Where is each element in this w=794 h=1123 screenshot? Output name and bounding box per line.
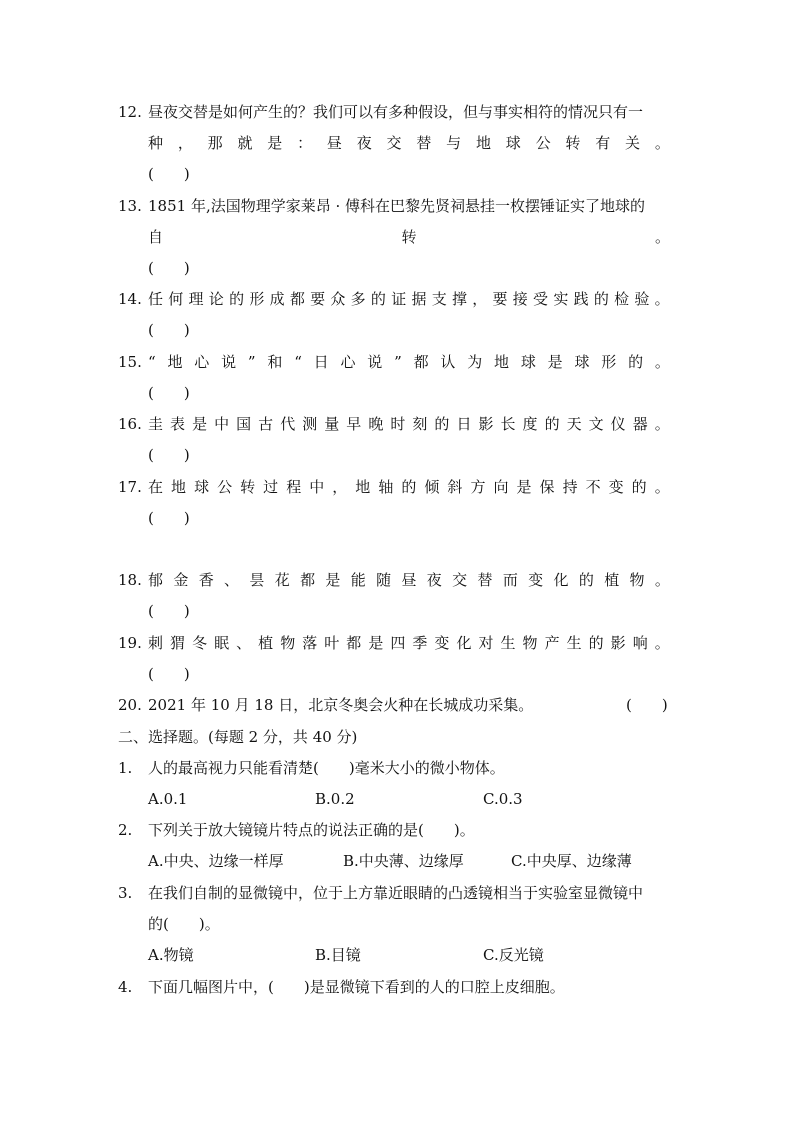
text-char: 是 <box>547 353 563 371</box>
text-char: 的 <box>588 634 604 652</box>
text-char: 不 <box>585 478 601 496</box>
text-char: 。 <box>654 290 670 308</box>
spread-text <box>148 568 670 592</box>
text-char: 能 <box>350 571 366 589</box>
text-char: 就 <box>237 134 253 152</box>
text-char: 地 <box>171 478 187 496</box>
text-char: 金 <box>173 571 189 589</box>
text-char: 的 <box>544 415 560 433</box>
question-number: 2. <box>118 821 133 839</box>
text-char: 昼 <box>401 571 417 589</box>
answer-parentheses[interactable]: ( ) <box>148 165 190 183</box>
text-char: 公 <box>535 134 551 152</box>
text-char: 日 <box>456 415 472 433</box>
spread-text <box>148 412 670 436</box>
text-char: 昼 <box>326 134 342 152</box>
spread-text <box>148 350 670 374</box>
text-char: 心 <box>340 353 356 371</box>
question-number: 18. <box>118 571 142 589</box>
answer-parentheses[interactable]: ( ) <box>148 384 190 402</box>
text-char: 那 <box>207 134 223 152</box>
text-char: 据 <box>411 290 427 308</box>
text-char: 在 <box>148 478 164 496</box>
text-char: 地 <box>494 353 510 371</box>
option-c[interactable]: C.0.3 <box>483 790 523 808</box>
question-text-continued: 的( )。 <box>148 915 220 933</box>
text-char: 四 <box>390 634 406 652</box>
text-char: 受 <box>533 290 549 308</box>
text-char: 都 <box>300 571 316 589</box>
text-char: 刺 <box>148 634 164 652</box>
text-char: 交 <box>452 571 468 589</box>
question-number: 1. <box>118 759 133 777</box>
text-char: 要 <box>492 290 508 308</box>
text-char: 转 <box>240 478 256 496</box>
text-char: 。 <box>654 228 670 246</box>
text-char: 轴 <box>378 478 394 496</box>
text-char: 都 <box>413 353 429 371</box>
text-char: 持 <box>562 478 578 496</box>
question-number: 4. <box>118 978 133 996</box>
question-text: 人的最高视力只能看清楚( )毫米大小的微小物体。 <box>148 759 505 777</box>
text-char: 物 <box>522 634 538 652</box>
text-char: 形 <box>249 290 265 308</box>
text-char: 中 <box>214 415 230 433</box>
text-char: 众 <box>330 290 346 308</box>
text-char: 叶 <box>324 634 340 652</box>
text-char: 种 <box>148 134 164 152</box>
question-number: 15. <box>118 353 142 371</box>
text-char: 产 <box>544 634 560 652</box>
question-number: 13. <box>118 197 142 215</box>
text-char: 实 <box>553 290 569 308</box>
text-char: 化 <box>456 634 472 652</box>
text-char: 日 <box>313 353 329 371</box>
text-char: ” <box>247 353 256 371</box>
text-char: 公 <box>217 478 233 496</box>
text-char: 昙 <box>249 571 265 589</box>
text-char: 说 <box>221 353 237 371</box>
answer-parentheses[interactable]: ( ) <box>148 321 190 339</box>
option-a[interactable]: A.物镜 <box>148 946 194 964</box>
text-char: 的 <box>593 290 609 308</box>
text-char: 香 <box>198 571 214 589</box>
text-char: 天 <box>566 415 582 433</box>
text-char: 是 <box>325 571 341 589</box>
text-char: 倾 <box>424 478 440 496</box>
text-char: 的 <box>434 415 450 433</box>
text-char: 自 <box>148 228 164 246</box>
text-char: 物 <box>280 634 296 652</box>
answer-parentheses[interactable]: ( ) <box>148 602 190 620</box>
text-char: 花 <box>274 571 290 589</box>
text-char: 随 <box>376 571 392 589</box>
text-char: 刻 <box>412 415 428 433</box>
question-text: 下面几幅图片中，( )是显微镜下看到的人的口腔上皮细胞。 <box>148 978 565 996</box>
answer-parentheses[interactable]: ( ) <box>148 665 190 683</box>
text-char: 心 <box>194 353 210 371</box>
text-char: 是 <box>192 415 208 433</box>
text-char: 是 <box>516 478 532 496</box>
text-char: 验 <box>634 290 650 308</box>
question-text: 下列关于放大镜镜片特点的说法正确的是( )。 <box>148 821 475 839</box>
text-char: 方 <box>470 478 486 496</box>
answer-parentheses[interactable]: ( ) <box>148 446 190 464</box>
text-char: 对 <box>478 634 494 652</box>
text-char: 夜 <box>426 571 442 589</box>
text-char: 说 <box>367 353 383 371</box>
text-char: 。 <box>654 571 670 589</box>
text-char: 接 <box>512 290 528 308</box>
option-a[interactable]: A.0.1 <box>148 790 188 808</box>
text-char: 物 <box>629 571 645 589</box>
text-char: 影 <box>478 415 494 433</box>
text-char: 替 <box>477 571 493 589</box>
text-char: 球 <box>505 134 521 152</box>
text-char: 多 <box>350 290 366 308</box>
text-char: 器 <box>632 415 648 433</box>
question-number: 12. <box>118 103 142 121</box>
text-char: 任 <box>148 290 164 308</box>
text-char: 的 <box>370 290 386 308</box>
text-char: 的 <box>631 478 647 496</box>
text-char: 植 <box>604 571 620 589</box>
text-char: 。 <box>654 415 670 433</box>
text-char: 季 <box>412 634 428 652</box>
text-char: 成 <box>269 290 285 308</box>
question-number: 19. <box>118 634 142 652</box>
spread-text <box>148 475 670 499</box>
text-char: 和 <box>267 353 283 371</box>
option-b[interactable]: B.中央薄、边缘厚 <box>343 852 464 870</box>
text-char: 。 <box>654 134 670 152</box>
text-char: 变 <box>434 634 450 652</box>
text-char: 。 <box>654 478 670 496</box>
text-char: 冬 <box>192 634 208 652</box>
text-char: 表 <box>170 415 186 433</box>
text-char: 文 <box>588 415 604 433</box>
text-char: 要 <box>310 290 326 308</box>
text-char: 而 <box>502 571 518 589</box>
question-text: 2021 年 10 月 18 日，北京冬奥会火种在长城成功采集。 <box>148 696 534 714</box>
text-char: 与 <box>446 134 462 152</box>
option-b[interactable]: B.目镜 <box>315 946 361 964</box>
text-char: 关 <box>625 134 641 152</box>
spread-text <box>148 631 670 655</box>
text-char: “ <box>294 353 302 371</box>
text-char: 球 <box>520 353 536 371</box>
text-char: 落 <box>302 634 318 652</box>
question-number: 14. <box>118 290 142 308</box>
text-char: 何 <box>168 290 184 308</box>
text-char: 度 <box>522 415 538 433</box>
text-char: 眠 <box>214 634 230 652</box>
text-char: 是 <box>368 634 384 652</box>
text-char: 论 <box>208 290 224 308</box>
text-char: 圭 <box>148 415 164 433</box>
text-char: 早 <box>346 415 362 433</box>
text-char: 为 <box>467 353 483 371</box>
text-char: 支 <box>431 290 447 308</box>
answer-parentheses[interactable]: ( ) <box>626 696 668 714</box>
text-char: ， <box>472 290 488 308</box>
text-char: 是 <box>267 134 283 152</box>
text-char: 的 <box>628 353 644 371</box>
text-char: 都 <box>289 290 305 308</box>
question-text: 在我们自制的显微镜中，位于上方靠近眼睛的凸透镜相当于实验室显微镜中 <box>148 884 644 902</box>
text-char: 形 <box>601 353 617 371</box>
option-c[interactable]: C.中央厚、边缘薄 <box>511 852 632 870</box>
text-char: 球 <box>574 353 590 371</box>
text-char: 中 <box>309 478 325 496</box>
text-char: 猬 <box>170 634 186 652</box>
spread-text <box>148 225 670 249</box>
option-b[interactable]: B.0.2 <box>315 790 355 808</box>
spread-text <box>148 287 670 311</box>
text-char: 国 <box>236 415 252 433</box>
text-char: 、 <box>224 571 240 589</box>
text-char: 转 <box>401 228 417 246</box>
answer-parentheses[interactable]: ( ) <box>148 259 190 277</box>
text-char: 地 <box>475 134 491 152</box>
text-char: 。 <box>654 634 670 652</box>
text-char: 影 <box>610 634 626 652</box>
text-char: 变 <box>528 571 544 589</box>
text-char: 仪 <box>610 415 626 433</box>
text-char: 理 <box>188 290 204 308</box>
text-char: 化 <box>553 571 569 589</box>
text-char: 都 <box>346 634 362 652</box>
text-char: 生 <box>566 634 582 652</box>
text-char: 代 <box>280 415 296 433</box>
text-char: 践 <box>573 290 589 308</box>
text-char: 、 <box>236 634 252 652</box>
question-number: 3. <box>118 884 133 902</box>
text-char: 球 <box>194 478 210 496</box>
question-text: 昼夜交替是如何产生的？我们可以有多种假设，但与事实相符的情况只有一 <box>148 103 644 121</box>
text-char: ： <box>297 134 313 152</box>
text-char: ， <box>332 478 348 496</box>
option-a[interactable]: A.中央、边缘一样厚 <box>148 852 284 870</box>
section-title: 二、选择题。(每题 2 分，共 40 分) <box>118 728 358 746</box>
text-char: 的 <box>578 571 594 589</box>
text-char: ” <box>394 353 402 371</box>
text-char: 认 <box>440 353 456 371</box>
text-char: 的 <box>401 478 417 496</box>
text-char: 时 <box>390 415 406 433</box>
text-char: 有 <box>595 134 611 152</box>
text-char: 地 <box>167 353 183 371</box>
text-char: 撑 <box>451 290 467 308</box>
text-char: 程 <box>286 478 302 496</box>
text-char: 古 <box>258 415 274 433</box>
text-char: 的 <box>229 290 245 308</box>
text-char: 证 <box>391 290 407 308</box>
text-char: 。 <box>654 353 670 371</box>
text-char: 检 <box>614 290 630 308</box>
text-char: ， <box>177 134 193 152</box>
question-number: 20. <box>118 696 142 714</box>
text-char: 量 <box>324 415 340 433</box>
text-char: “ <box>148 353 156 371</box>
text-char: 替 <box>416 134 432 152</box>
text-char: 过 <box>263 478 279 496</box>
text-char: 晚 <box>368 415 384 433</box>
text-char: 生 <box>500 634 516 652</box>
text-char: 保 <box>539 478 555 496</box>
text-char: 交 <box>386 134 402 152</box>
text-char: 斜 <box>447 478 463 496</box>
text-char: 地 <box>355 478 371 496</box>
question-number: 16. <box>118 415 142 433</box>
text-char: 夜 <box>356 134 372 152</box>
question-text: 1851 年,法国物理学家莱昂 · 傅科在巴黎先贤祠悬挂一枚摆锤证实了地球的 <box>148 197 646 215</box>
text-char: 转 <box>565 134 581 152</box>
text-char: 测 <box>302 415 318 433</box>
spread-text <box>148 131 670 155</box>
text-char: 响 <box>632 634 648 652</box>
option-c[interactable]: C.反光镜 <box>483 946 544 964</box>
text-char: 植 <box>258 634 274 652</box>
question-number: 17. <box>118 478 142 496</box>
text-char: 郁 <box>148 571 164 589</box>
text-char: 向 <box>493 478 509 496</box>
text-char: 变 <box>608 478 624 496</box>
answer-parentheses[interactable]: ( ) <box>148 509 190 527</box>
text-char: 长 <box>500 415 516 433</box>
